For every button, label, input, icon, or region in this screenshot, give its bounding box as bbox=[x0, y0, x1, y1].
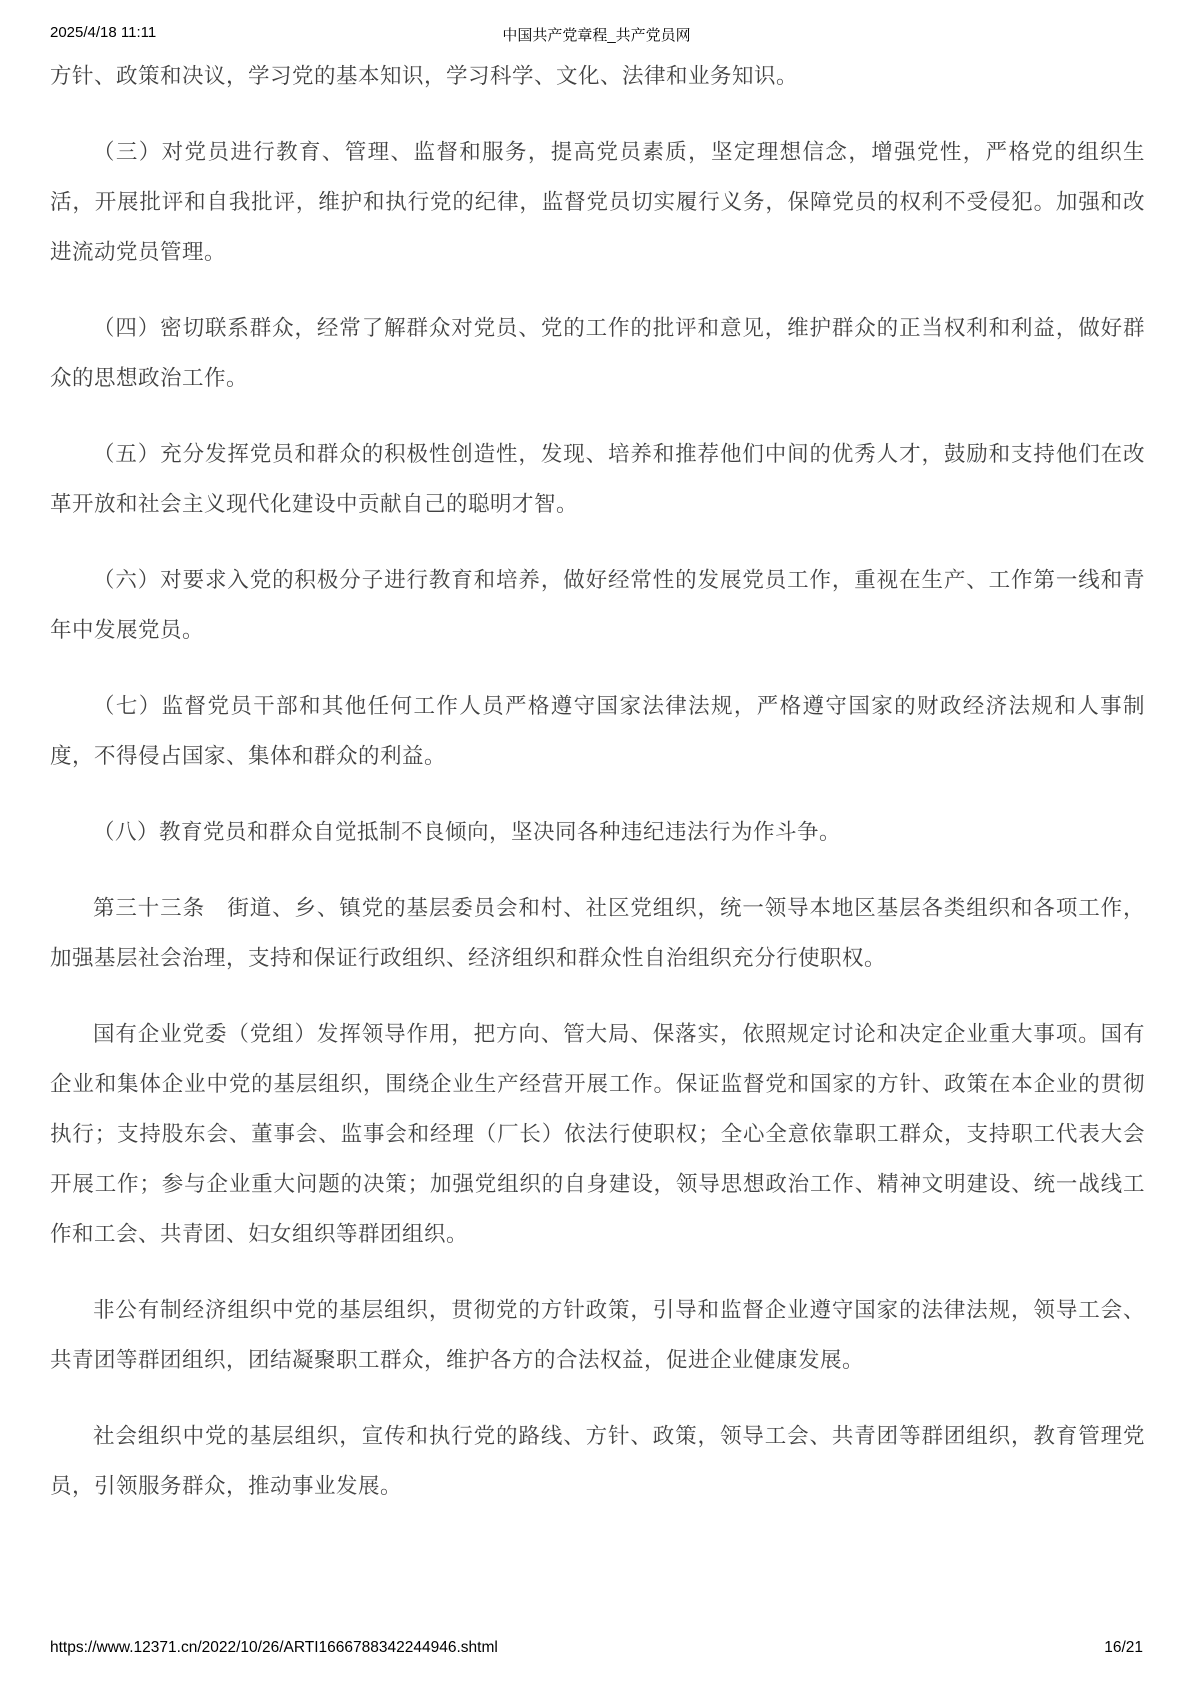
print-footer bbox=[50, 1638, 1143, 1658]
body-paragraph: （五）充分发挥党员和群众的积极性创造性，发现、培养和推荐他们中间的优秀人才，鼓励和支持他们在改革开放和社会主义现代化建设中贡献自己的聪明才智。 bbox=[50, 442, 1145, 516]
body-paragraph-article-33: 第三十三条 街道、乡、镇党的基层委员会和村、社区党组织，统一领导本地区基层各类组织和各项工作，加强基层社会治理，支持和保证行政组织、经济组织和群众性自治组织充分行使职权。 bbox=[50, 896, 1145, 970]
body-paragraph: 非公有制经济组织中党的基层组织，贯彻党的方针政策，引导和监督企业遵守国家的法律法规，领导工会、共青团等群团组织，团结凝聚职工群众，维护各方的合法权益，促进企业健康发展。 bbox=[50, 1298, 1145, 1372]
page-title: 中国共产党章程_共产党员网 bbox=[502, 27, 691, 44]
print-header bbox=[50, 24, 1143, 44]
body-paragraph: （六）对要求入党的积极分子进行教育和培养，做好经常性的发展党员工作，重视在生产、工作第一线和青年中发展党员。 bbox=[50, 568, 1145, 642]
body-paragraph: 方针、政策和决议，学习党的基本知识，学习科学、文化、法律和业务知识。 bbox=[50, 64, 799, 88]
document-body bbox=[50, 51, 1145, 1537]
body-paragraph: （七）监督党员干部和其他任何工作人员严格遵守国家法律法规，严格遵守国家的财政经济法规和人事制度，不得侵占国家、集体和群众的利益。 bbox=[50, 694, 1145, 768]
body-paragraph: （三）对党员进行教育、管理、监督和服务，提高党员素质，坚定理想信念，增强党性，严格党的组织生活，开展批评和自我批评，维护和执行党的纪律，监督党员切实履行义务，保障党员的权利不受侵犯。加强和改进流动党员管理。 bbox=[50, 140, 1145, 264]
body-paragraph: 国有企业党委（党组）发挥领导作用，把方向、管大局、保落实，依照规定讨论和决定企业重大事项。国有企业和集体企业中党的基层组织，围绕企业生产经营开展工作。保证监督党和国家的方针、政策在本企业的贯彻执行；支持股东会、董事会、监事会和经理（厂长）依法行使职权；全心全意依靠职工群众，支持职工代表大会开展工作；参与企业重大问题的决策；加强党组织的自身建设，领导思想政治工作、精神文明建设、统一战线工作和工会、共青团、妇女组织等群团组织。 bbox=[50, 1022, 1145, 1246]
body-paragraph: （四）密切联系群众，经常了解群众对党员、党的工作的批评和意见，维护群众的正当权利和利益，做好群众的思想政治工作。 bbox=[50, 316, 1145, 390]
body-paragraph: （八）教育党员和群众自觉抵制不良倾向，坚决同各种违纪违法行为作斗争。 bbox=[93, 820, 842, 844]
source-url: https://www.12371.cn/2022/10/26/ARTI1666788342244946.shtml bbox=[50, 1639, 498, 1656]
page-number: 16/21 bbox=[1104, 1639, 1143, 1656]
print-timestamp: 2025/4/18 11:11 bbox=[50, 24, 157, 41]
body-paragraph: 社会组织中党的基层组织，宣传和执行党的路线、方针、政策，领导工会、共青团等群团组织，教育管理党员，引领服务群众，推动事业发展。 bbox=[50, 1424, 1145, 1498]
